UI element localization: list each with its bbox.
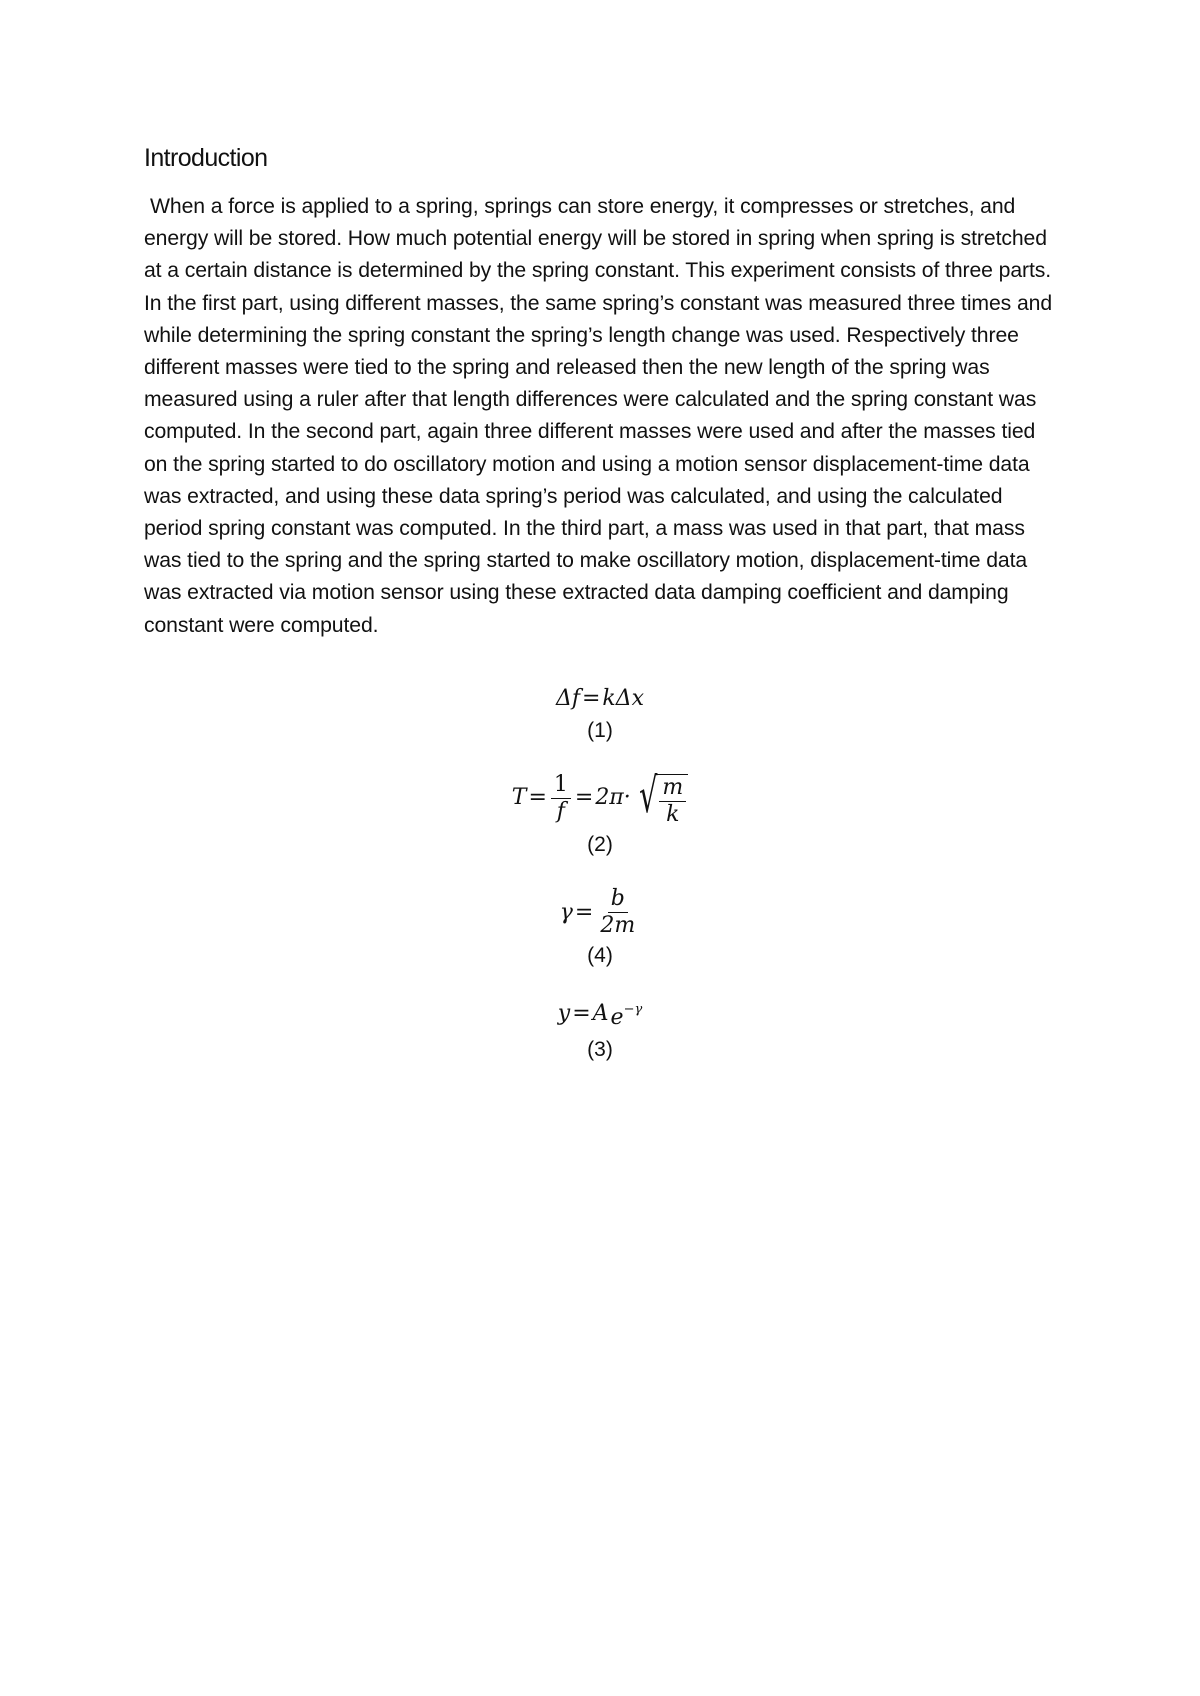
equation-2-lhs: T xyxy=(511,785,527,810)
equation-2-number: (2) xyxy=(587,833,613,856)
equals-sign: = xyxy=(574,899,594,925)
equation-1-number: (1) xyxy=(587,719,613,742)
exponent: −γ xyxy=(623,1002,643,1017)
fraction-denominator: k xyxy=(666,802,680,827)
fraction-numerator: m xyxy=(659,775,686,802)
equals-sign: = xyxy=(574,785,594,810)
equation-3-number: (4) xyxy=(587,944,613,967)
fraction-numerator: b xyxy=(608,886,628,913)
equation-2 xyxy=(0,768,1200,860)
equations-block xyxy=(0,684,1200,1065)
equals-sign: = xyxy=(528,785,547,810)
amplitude-coefficient: A xyxy=(592,1001,609,1026)
two-pi-term: 2π· xyxy=(595,785,631,810)
fraction-b-over-2m xyxy=(597,886,638,939)
equation-4-number: (3) xyxy=(587,1038,613,1061)
equation-3 xyxy=(0,886,1200,971)
fraction-denominator: f xyxy=(556,798,565,824)
equation-1 xyxy=(0,684,1200,746)
square-root xyxy=(633,768,688,828)
equation-4 xyxy=(0,995,1200,1065)
equation-1-formula xyxy=(556,684,644,714)
equation-3-lhs: γ xyxy=(559,899,573,925)
fraction-denominator: 2m xyxy=(600,913,636,938)
exponential-base: $e^{-\gamma}$ xyxy=(610,1002,643,1030)
equation-4-lhs: y xyxy=(557,1001,571,1026)
fraction-one-over-f xyxy=(551,772,571,825)
equation-1-rhs: kΔx xyxy=(602,686,645,711)
equation-2-formula xyxy=(512,768,688,828)
fraction-numerator: 1 xyxy=(551,772,571,799)
section-heading: Introduction xyxy=(144,144,268,172)
fraction-m-over-k xyxy=(659,775,686,828)
equation-1-lhs: Δf xyxy=(555,686,580,711)
equals-sign: = xyxy=(581,686,601,711)
equals-sign: = xyxy=(572,1001,591,1026)
radical-sign-icon: √ xyxy=(638,768,658,824)
equation-3-formula xyxy=(560,886,640,939)
equation-4-formula xyxy=(558,995,642,1033)
introduction-paragraph: When a force is applied to a spring, springs can store energy, it compresses or stretches, and energy will be stored. How much potential energy will be stored in spring when spring is stretched at a certain distance is determined by the spring constant. This experiment consists of three parts. In the first part, using different masses, the same spring’s constant was measured three times and while determining the spring constant the spring’s length change was used. Respectively three different masses were tied to the spring and released then the new length of the spring was measured using a ruler after that length differences were calculated and the spring constant was computed. In the second part, again three different masses were used and after the masses tied on the spring started to do oscillatory motion and using a motion sensor displacement-time data was extracted, and using these data spring’s period was calculated, and using the calculated period spring constant was computed. In the third part, a mass was used in that part, that mass was tied to the spring and the spring started to make oscillatory motion, displacement-time data was extracted via motion sensor using these extracted data damping coefficient and damping constant were computed. xyxy=(144,195,1052,637)
